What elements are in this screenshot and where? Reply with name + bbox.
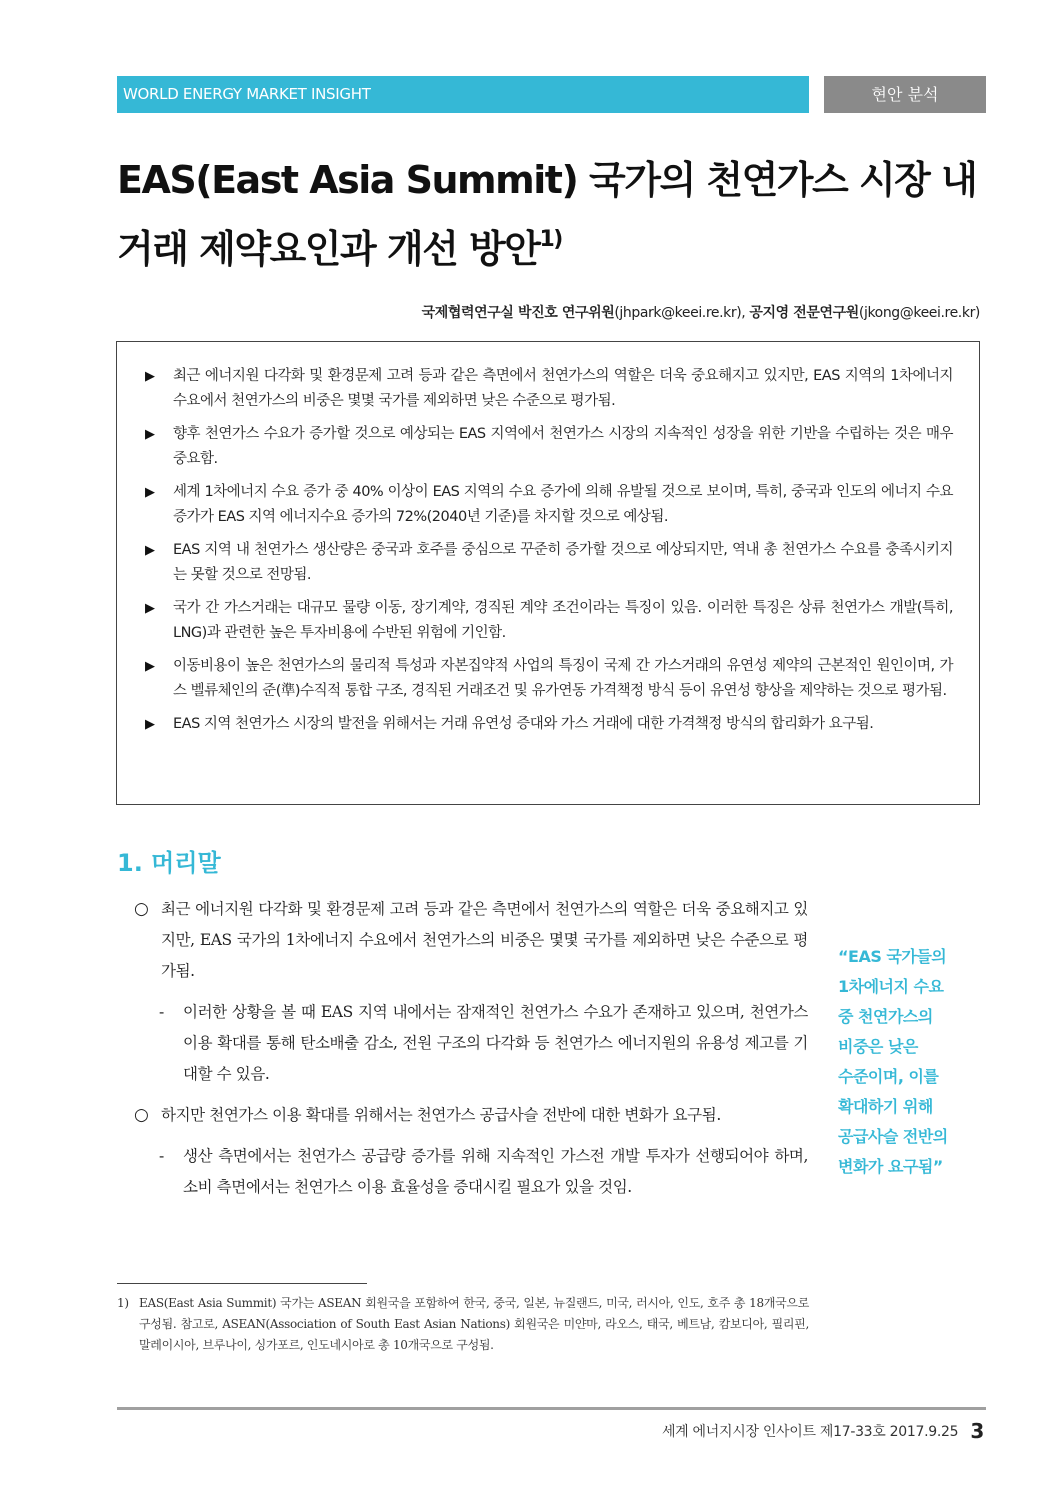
pull-quote-line: 변화가 요구됨” [838,1157,943,1176]
author-2-name: 공지영 전문연구원 [749,305,859,321]
triangle-bullet-icon: ▶ [145,717,155,732]
summary-item [145,712,953,737]
issue-info: 제17-33호 2017.9.25 [819,1424,959,1440]
triangle-bullet-icon: ▶ [145,369,155,384]
series-header-bar [117,76,809,113]
summary-item [145,596,953,646]
pull-quote-line: 수준이며, 이를 [838,1067,939,1086]
subparagraph-text: 이러한 상황을 볼 때 EAS 지역 내에서는 잠재적인 천연가스 수요가 존재하고 있으며, 천연가스 이용 확대를 통해 탄소배출 감소, 전원 구조의 다각화 등 천연가스 에너지원의 유용성 제고를 기대할 수 있음. [183,1003,808,1083]
body-subparagraph [134,1141,808,1203]
author-1-name: 국제협력연구실 박진호 연구위원 [421,305,615,321]
subparagraph-text: 생산 측면에서는 천연가스 공급량 증가를 위해 지속적인 가스전 개발 투자가 선행되어야 하며, 소비 측면에서는 천연가스 이용 효율성을 증대시킬 필요가 있을 것임. [183,1147,808,1196]
section-heading: 1. 머리말 [117,849,221,877]
publication-name: 세계 에너지시장 인사이트 [661,1424,816,1440]
footnote-number: 1) [117,1296,129,1310]
body-paragraph [134,1100,808,1131]
body-column [134,894,808,1213]
pull-quote [838,942,988,1182]
summary-text: 이동비용이 높은 천연가스의 물리적 특성과 자본집약적 사업의 특징이 국제 간 가스거래의 유연성 제약의 근본적인 원인이며, 가스 벨류체인의 준(準)수직적 통합 구조, 경직된 거래조건 및 유가연동 가격책정 방식 등이 유연성 향상을 제약하는 것으로 평가됨. [173,658,953,699]
footnote [117,1293,809,1356]
author-line [422,302,980,322]
summary-text: 향후 천연가스 수요가 증가할 것으로 예상되는 EAS 지역에서 천연가스 시장의 지속적인 성장을 위한 기반을 수립하는 것은 매우 중요함. [173,426,953,467]
body-subparagraph [134,997,808,1090]
triangle-bullet-icon: ▶ [145,427,155,442]
paragraph-text: 하지만 천연가스 이용 확대를 위해서는 천연가스 공급사슬 전반에 대한 변화가 요구됨. [161,1106,721,1124]
footnote-text: EAS(East Asia Summit) 국가는 ASEAN 회원국을 포함하여 한국, 중국, 일본, 뉴질랜드, 미국, 러시아, 인도, 호주 총 18개국으로 구성됨. 참고로, ASEAN(Association of South East Asian Nations) 회원국은 미얀마, 라오스, 태국, 베트남, 캄보디아, 필리핀, 말레이시아, 브루나이, 싱가포르, 인도네시아로 총 10개국으로 구성됨. [139,1296,809,1352]
summary-box [116,341,980,805]
body-paragraph [134,894,808,987]
pull-quote-line: 확대하기 위해 [838,1097,933,1116]
page-number: 3 [970,1419,984,1443]
dash-bullet-icon: - [159,1147,164,1165]
category-tag [824,76,986,113]
summary-item [145,538,953,588]
pull-quote-line: 공급사슬 전반의 [838,1127,948,1146]
title-footnote-ref: 1) [539,227,562,252]
summary-item [145,480,953,530]
title-line-1: EAS(East Asia Summit) 국가의 천연가스 시장 내 [117,158,977,202]
summary-text: 국가 간 가스거래는 대규모 물량 이동, 장기계약, 경직된 계약 조건이라는 특징이 있음. 이러한 특징은 상류 천연가스 개발(특히, LNG)과 관련한 높은 투자비용에 수반된 위험에 기인함. [173,600,953,641]
series-name: WORLD ENERGY MARKET INSIGHT [123,85,371,103]
author-2-email: (jkong@keei.re.kr) [858,305,980,321]
summary-item [145,422,953,472]
summary-item [145,364,953,414]
summary-text: EAS 지역 천연가스 시장의 발전을 위해서는 거래 유연성 증대와 가스 거래에 대한 가격책정 방식의 합리화가 요구됨. [173,716,874,732]
article-title [117,150,997,279]
summary-text: 세계 1차에너지 수요 증가 중 40% 이상이 EAS 지역의 수요 증가에 의해 유발될 것으로 보이며, 특히, 중국과 인도의 에너지 수요 증가가 EAS 지역 에너지수요 증가의 72%(2040년 기준)를 차지할 것으로 예상됨. [173,484,953,525]
circle-bullet-icon: ○ [134,1105,149,1125]
pull-quote-line: 1차에너지 수요 [838,977,944,996]
triangle-bullet-icon: ▶ [145,659,155,674]
dash-bullet-icon: - [159,1003,164,1021]
author-1-email: (jhpark@keei.re.kr), [614,305,746,321]
pull-quote-line: “EAS 국가들의 [838,947,947,966]
summary-item [145,654,953,704]
paragraph-text: 최근 에너지원 다각화 및 환경문제 고려 등과 같은 측면에서 천연가스의 역할은 더욱 중요해지고 있지만, EAS 국가의 1차에너지 수요에서 천연가스의 비중은 몇몇 국가를 제외하면 낮은 수준으로 평가됨. [161,900,808,980]
pull-quote-line: 비중은 낮은 [838,1037,918,1056]
page-footer [662,1419,984,1443]
footer-divider [117,1407,986,1410]
summary-text: EAS 지역 내 천연가스 생산량은 중국과 호주를 중심으로 꾸준히 증가할 것으로 예상되지만, 역내 총 천연가스 수요를 충족시키지는 못할 것으로 전망됨. [173,542,953,583]
footnote-divider [117,1283,367,1284]
triangle-bullet-icon: ▶ [145,543,155,558]
circle-bullet-icon: ○ [134,899,149,919]
category-label: 현안 분석 [871,85,939,104]
triangle-bullet-icon: ▶ [145,485,155,500]
pull-quote-line: 중 천연가스의 [838,1007,933,1026]
title-line-2: 거래 제약요인과 개선 방안 [117,227,540,271]
summary-text: 최근 에너지원 다각화 및 환경문제 고려 등과 같은 측면에서 천연가스의 역할은 더욱 중요해지고 있지만, EAS 지역의 1차에너지 수요에서 천연가스의 비중은 몇몇 국가를 제외하면 낮은 수준으로 평가됨. [173,368,953,409]
triangle-bullet-icon: ▶ [145,601,155,616]
